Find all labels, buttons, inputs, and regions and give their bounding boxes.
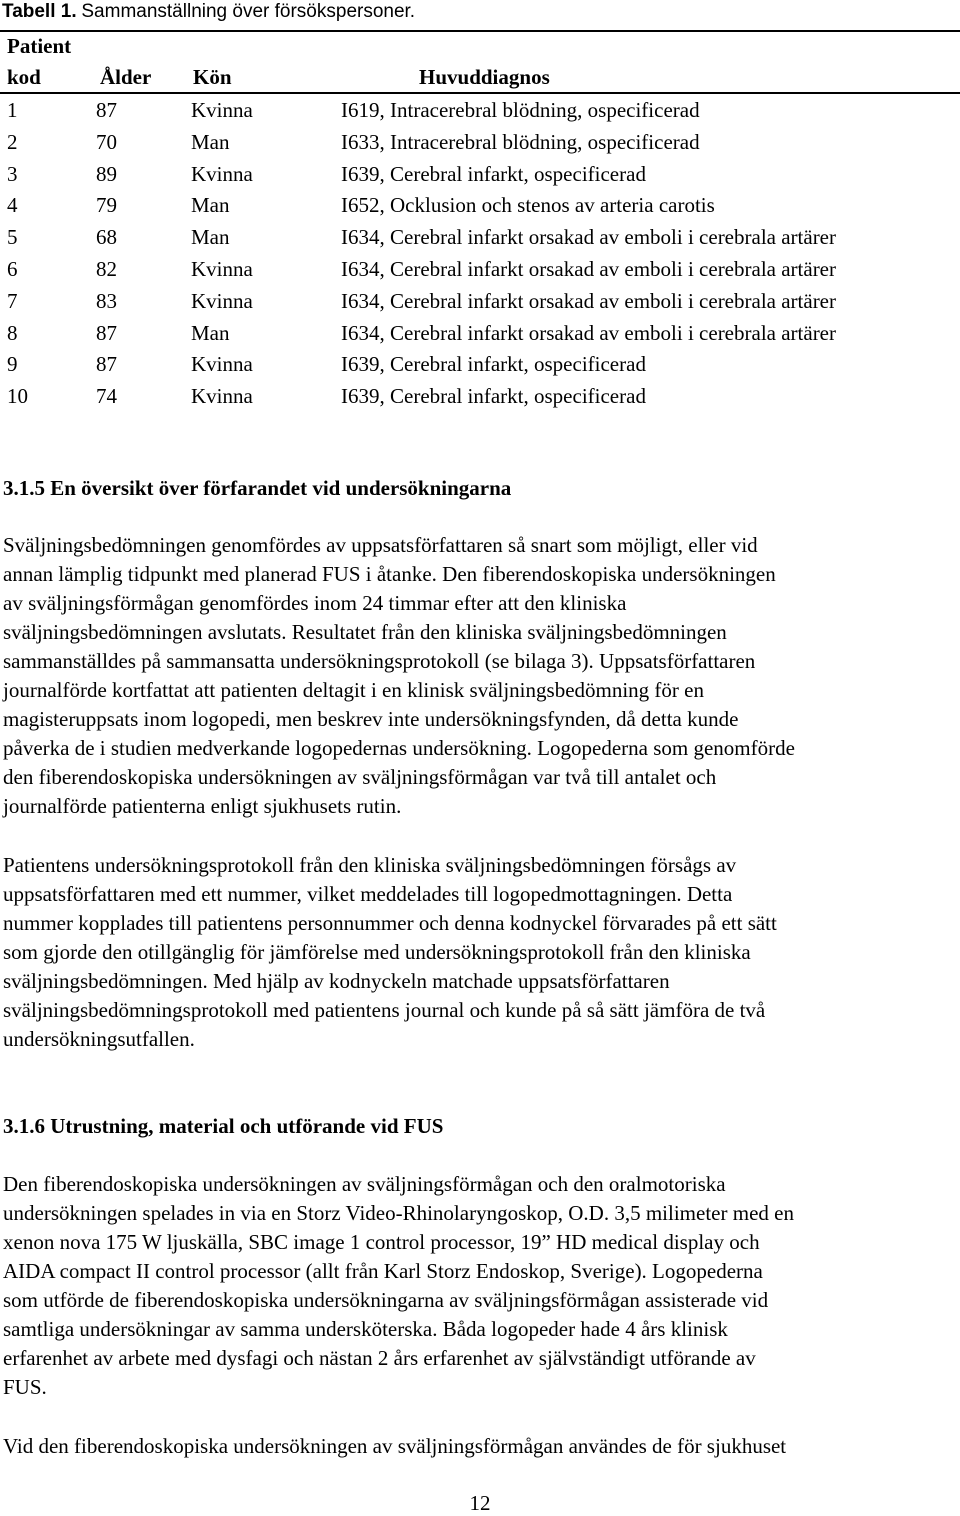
cell-diagnos: I639, Cerebral infarkt, ospecificerad (341, 352, 646, 377)
cell-kod: 9 (7, 352, 18, 377)
cell-alder: 87 (96, 352, 117, 377)
cell-alder: 68 (96, 225, 117, 250)
cell-kod: 2 (7, 129, 18, 154)
cell-diagnos: I652, Ocklusion och stenos av arteria carotis (341, 193, 715, 218)
cell-kod: 1 (7, 98, 18, 122)
paragraph-line: av sväljningsförmågan genomfördes inom 24 timmar efter att den kliniska (3, 591, 627, 615)
cell-alder: 82 (96, 257, 117, 281)
paragraph-line: xenon nova 175 W ljuskälla, SBC image 1 control processor, 19” HD medical display och (3, 1230, 760, 1254)
table-caption-label: Tabell 1. (2, 1, 77, 22)
paragraph-line: samtliga undersökningar av samma undersköterska. Båda logopeder hade 4 års klinisk (3, 1317, 728, 1341)
paragraph-line: Patientens undersökningsprotokoll från den kliniska sväljningsbedömningen försågs av (3, 853, 737, 877)
paragraph-line: uppsatsförfattaren med ett nummer, vilket meddelades till logopedmottagningen. Detta (3, 882, 733, 906)
cell-kon: Kvinna (191, 161, 253, 186)
cell-diagnos: I634, Cerebral infarkt orsakad av emboli i cerebrala artärer (341, 288, 836, 313)
paragraph-line: påverka de i studien medverkande logopedernas undersökning. Logopederna som genomförde (3, 736, 795, 760)
table-row (0, 221, 960, 253)
cell-kod: 8 (7, 320, 18, 345)
cell-kod: 10 (7, 384, 28, 409)
paragraph-line: som utförde de fiberendoskopiska undersökningarna av sväljningsförmågan assisterade vid (3, 1288, 769, 1312)
section-316-paragraph-2 (3, 1432, 960, 1461)
table-row (0, 285, 960, 317)
table-caption (2, 0, 415, 24)
header-kod: kod (7, 65, 41, 89)
paragraph-line: Vid den fiberendoskopiska undersökningen av sväljningsförmågan användes de för sjukhuset (3, 1434, 787, 1458)
cell-alder: 87 (96, 98, 117, 122)
table-row (0, 94, 960, 126)
paragraph-line: sammanställdes på sammansatta undersökningsprotokoll (se bilaga 3). Uppsatsförfattaren (3, 649, 756, 673)
section-315-paragraph-2 (3, 851, 960, 1054)
cell-kod: 6 (7, 257, 18, 281)
paragraph-line: Sväljningsbedömningen genomfördes av uppsatsförfattaren så snart som möjligt, eller vid (3, 533, 758, 557)
table-row (0, 158, 960, 190)
paragraph-line: journalförde kortfattat att patienten deltagit i en klinisk sväljningsbedömning för en (3, 678, 704, 702)
cell-kon: Kvinna (191, 98, 253, 122)
paragraph-line: AIDA compact II control processor (allt från Karl Storz Endoskop, Sverige). Logopederna (3, 1259, 763, 1283)
cell-kod: 7 (7, 288, 18, 313)
paragraph-line: sväljningsbedömningen avslutats. Resultatet från den kliniska sväljningsbedömningen (3, 620, 727, 644)
paragraph-line: undersökningsutfallen. (3, 1027, 195, 1051)
header-alder: Ålder (100, 65, 152, 89)
paragraph-line: erfarenhet av arbete med dysfagi och nästan 2 års erfarenhet av självständigt utförande av (3, 1346, 756, 1370)
header-patient: Patient (7, 34, 72, 58)
cell-kon: Man (191, 225, 230, 250)
cell-kon: Kvinna (191, 257, 253, 281)
table-row (0, 317, 960, 349)
section-316-heading: 3.1.6 Utrustning, material och utförande vid FUS (3, 1114, 444, 1138)
section-315-paragraph-1 (3, 531, 960, 821)
cell-kon: Kvinna (191, 288, 253, 313)
cell-kod: 5 (7, 225, 18, 250)
cell-alder: 79 (96, 193, 117, 218)
paragraph-line: som gjorde den otillgänglig för jämförelse med undersökningsprotokoll från den kliniska (3, 940, 751, 964)
paragraph-line: journalförde patienterna enligt sjukhusets rutin. (3, 794, 402, 818)
table-row (0, 348, 960, 380)
cell-kon: Kvinna (191, 352, 253, 377)
paragraph-line: annan lämplig tidpunkt med planerad FUS i åtanke. Den fiberendoskopiska undersökningen (3, 562, 776, 586)
paragraph-line: den fiberendoskopiska undersökningen av sväljningsförmågan var två till antalet och (3, 765, 717, 789)
cell-alder: 83 (96, 288, 117, 313)
table-row (0, 380, 960, 412)
cell-alder: 89 (96, 161, 117, 186)
page-number: 12 (469, 1491, 491, 1515)
section-316-paragraph-1 (3, 1170, 960, 1402)
cell-kod: 4 (7, 193, 18, 218)
cell-alder: 74 (96, 384, 117, 409)
cell-kon: Man (191, 129, 230, 154)
cell-alder: 70 (96, 129, 117, 154)
cell-kod: 3 (7, 161, 18, 186)
cell-alder: 87 (96, 320, 117, 345)
section-315-heading: 3.1.5 En översikt över förfarandet vid undersökningarna (3, 476, 512, 500)
cell-kon: Kvinna (191, 384, 253, 409)
cell-diagnos: I633, Intracerebral blödning, ospecificerad (341, 129, 700, 154)
table-row (0, 126, 960, 158)
header-huvuddiagnos: Huvuddiagnos (419, 65, 550, 89)
cell-kon: Man (191, 320, 230, 345)
cell-diagnos: I634, Cerebral infarkt orsakad av emboli i cerebrala artärer (341, 257, 836, 281)
paragraph-line: sväljningsbedömningen. Med hjälp av kodnyckeln matchade uppsatsförfattaren (3, 969, 670, 993)
paragraph-line: magisteruppsats inom logopedi, men beskrev inte undersökningsfynden, då detta kunde (3, 707, 739, 731)
paragraph-line: undersökningen spelades in via en Storz Video-Rhinolaryngoskop, O.D. 3,5 milimeter med en (3, 1201, 794, 1225)
cell-diagnos: I619, Intracerebral blödning, ospecificerad (341, 98, 700, 122)
header-kon: Kön (193, 65, 232, 89)
table-row (0, 253, 960, 285)
table-top-rule (0, 30, 960, 32)
cell-diagnos: I639, Cerebral infarkt, ospecificerad (341, 161, 646, 186)
paragraph-line: FUS. (3, 1375, 47, 1399)
paragraph-line: Den fiberendoskopiska undersökningen av sväljningsförmågan och den oralmotoriska (3, 1172, 726, 1196)
cell-diagnos: I634, Cerebral infarkt orsakad av emboli i cerebrala artärer (341, 225, 836, 250)
table-caption-text: Sammanställning över försökspersoner. (81, 1, 416, 22)
cell-diagnos: I639, Cerebral infarkt, ospecificerad (341, 384, 646, 409)
paragraph-line: sväljningsbedömningsprotokoll med patientens journal och kunde på så sätt jämföra de två (3, 998, 766, 1022)
cell-diagnos: I634, Cerebral infarkt orsakad av emboli i cerebrala artärer (341, 320, 836, 345)
cell-kon: Man (191, 193, 230, 218)
table-row (0, 189, 960, 221)
paragraph-line: nummer kopplades till patientens personnummer och denna kodnyckel förvarades på ett sätt (3, 911, 777, 935)
